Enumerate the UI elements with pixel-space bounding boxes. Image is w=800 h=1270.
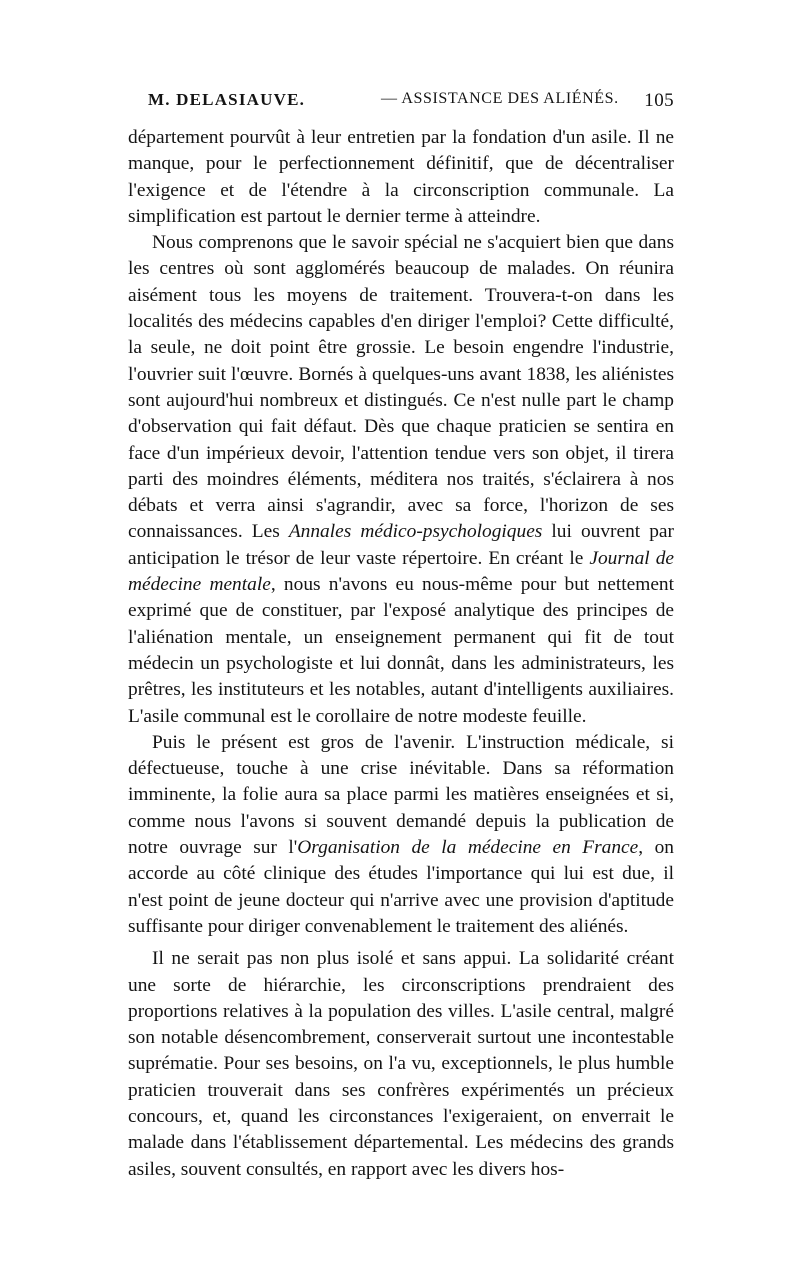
- italic-title-run: Annales médico-psychologiques: [288, 521, 543, 543]
- text-run: département pourvût à leur entretien par la fondation d'un asile. Il ne manque, pour le perfectionnement définitif, que de décentraliser l'exigence et de l'étendre à la circonscription communale. La simplification est partout le dernier terme à atteindre.: [128, 127, 674, 227]
- italic-title-run: Journal de médecine mentale: [128, 547, 674, 596]
- text-run: lui ouvrent par anticipation le trésor de leur vaste répertoire. En créant le: [128, 521, 674, 569]
- paragraph-2: [128, 230, 674, 730]
- running-head: [128, 90, 674, 120]
- paragraph-3: [128, 730, 674, 940]
- paragraph-1: [128, 125, 674, 230]
- text-run: , on accorde au côté clinique des études l'importance qui lui est due, il n'est point de jeune docteur qui n'arrive avec une provision d'aptitude suffisante pour diriger convenablement le traitement des aliénés.: [128, 837, 674, 937]
- text-run: , nous n'avons eu nous-même pour but nettement exprimé que de constituer, par l'exposé analytique des principes de l'aliénation mentale, un enseignement permanent qui fit de tout médecin un psychologiste et lui donnât, dans les administrateurs, les prêtres, les instituteurs et les notables, autant d'intelligents auxiliaires. L'asile communal est le corollaire de notre modeste feuille.: [128, 574, 675, 727]
- running-head-title: — ASSISTANCE DES ALIÉNÉS.: [381, 90, 619, 107]
- text-run: Puis le présent est gros de l'avenir. L'instruction médicale, si défectueuse, touche à une crise inévitable. Dans sa réformation imminente, la folie aura sa place parmi les matières enseignées et si, comme nous l'avons si souvent demandé depuis la publication de notre ouvrage sur l': [128, 731, 674, 859]
- paragraph-4: [128, 946, 674, 1183]
- page-number: 105: [644, 90, 674, 111]
- text-run: Nous comprenons que le savoir spécial ne s'acquiert bien que dans les centres où sont agglomérés beaucoup de malades. On réunira aisément tous les moyens de traitement. Trouvera-t-on dans les localités des médecins capables d'en diriger l'emploi? Cette difficulté, la seule, ne doit point être grossie. Le besoin engendre l'industrie, l'ouvrier suit l'œuvre. Bornés à quelques-uns avant 1838, les aliénistes sont aujourd'hui nombreux et distingués. Ce n'est nulle part le champ d'observation qui fait défaut. Dès que chaque praticien se sentira en face d'un impérieux devoir, l'attention tendue vers son objet, il tirera parti des moindres éléments, méditera nos traités, s'éclairera à nos débats et verra ainsi s'agrandir, avec sa force, l'horizon de ses connaissances. Les: [128, 232, 674, 543]
- body-text: [128, 125, 674, 1183]
- running-head-author: M. DELASIAUVE.: [148, 90, 306, 109]
- italic-title-run: Organisation de la médecine en France: [297, 837, 639, 859]
- text-run: Il ne serait pas non plus isolé et sans appui. La solidarité créant une sorte de hiérarchie, les circonscriptions prendraient des proportions relatives à la population des villes. L'asile central, malgré son notable désencombrement, conserverait surtout une incontestable suprématie. Pour ses besoins, on l'a vu, exceptionnels, le plus humble praticien trouverait dans ses confrères expérimentés un précieux concours, et, quand les circonstances l'exigeraient, on enverrait le malade dans l'établissement départemental. Les médecins des grands asiles, souvent consultés, en rapport avec les divers hos-: [128, 948, 674, 1180]
